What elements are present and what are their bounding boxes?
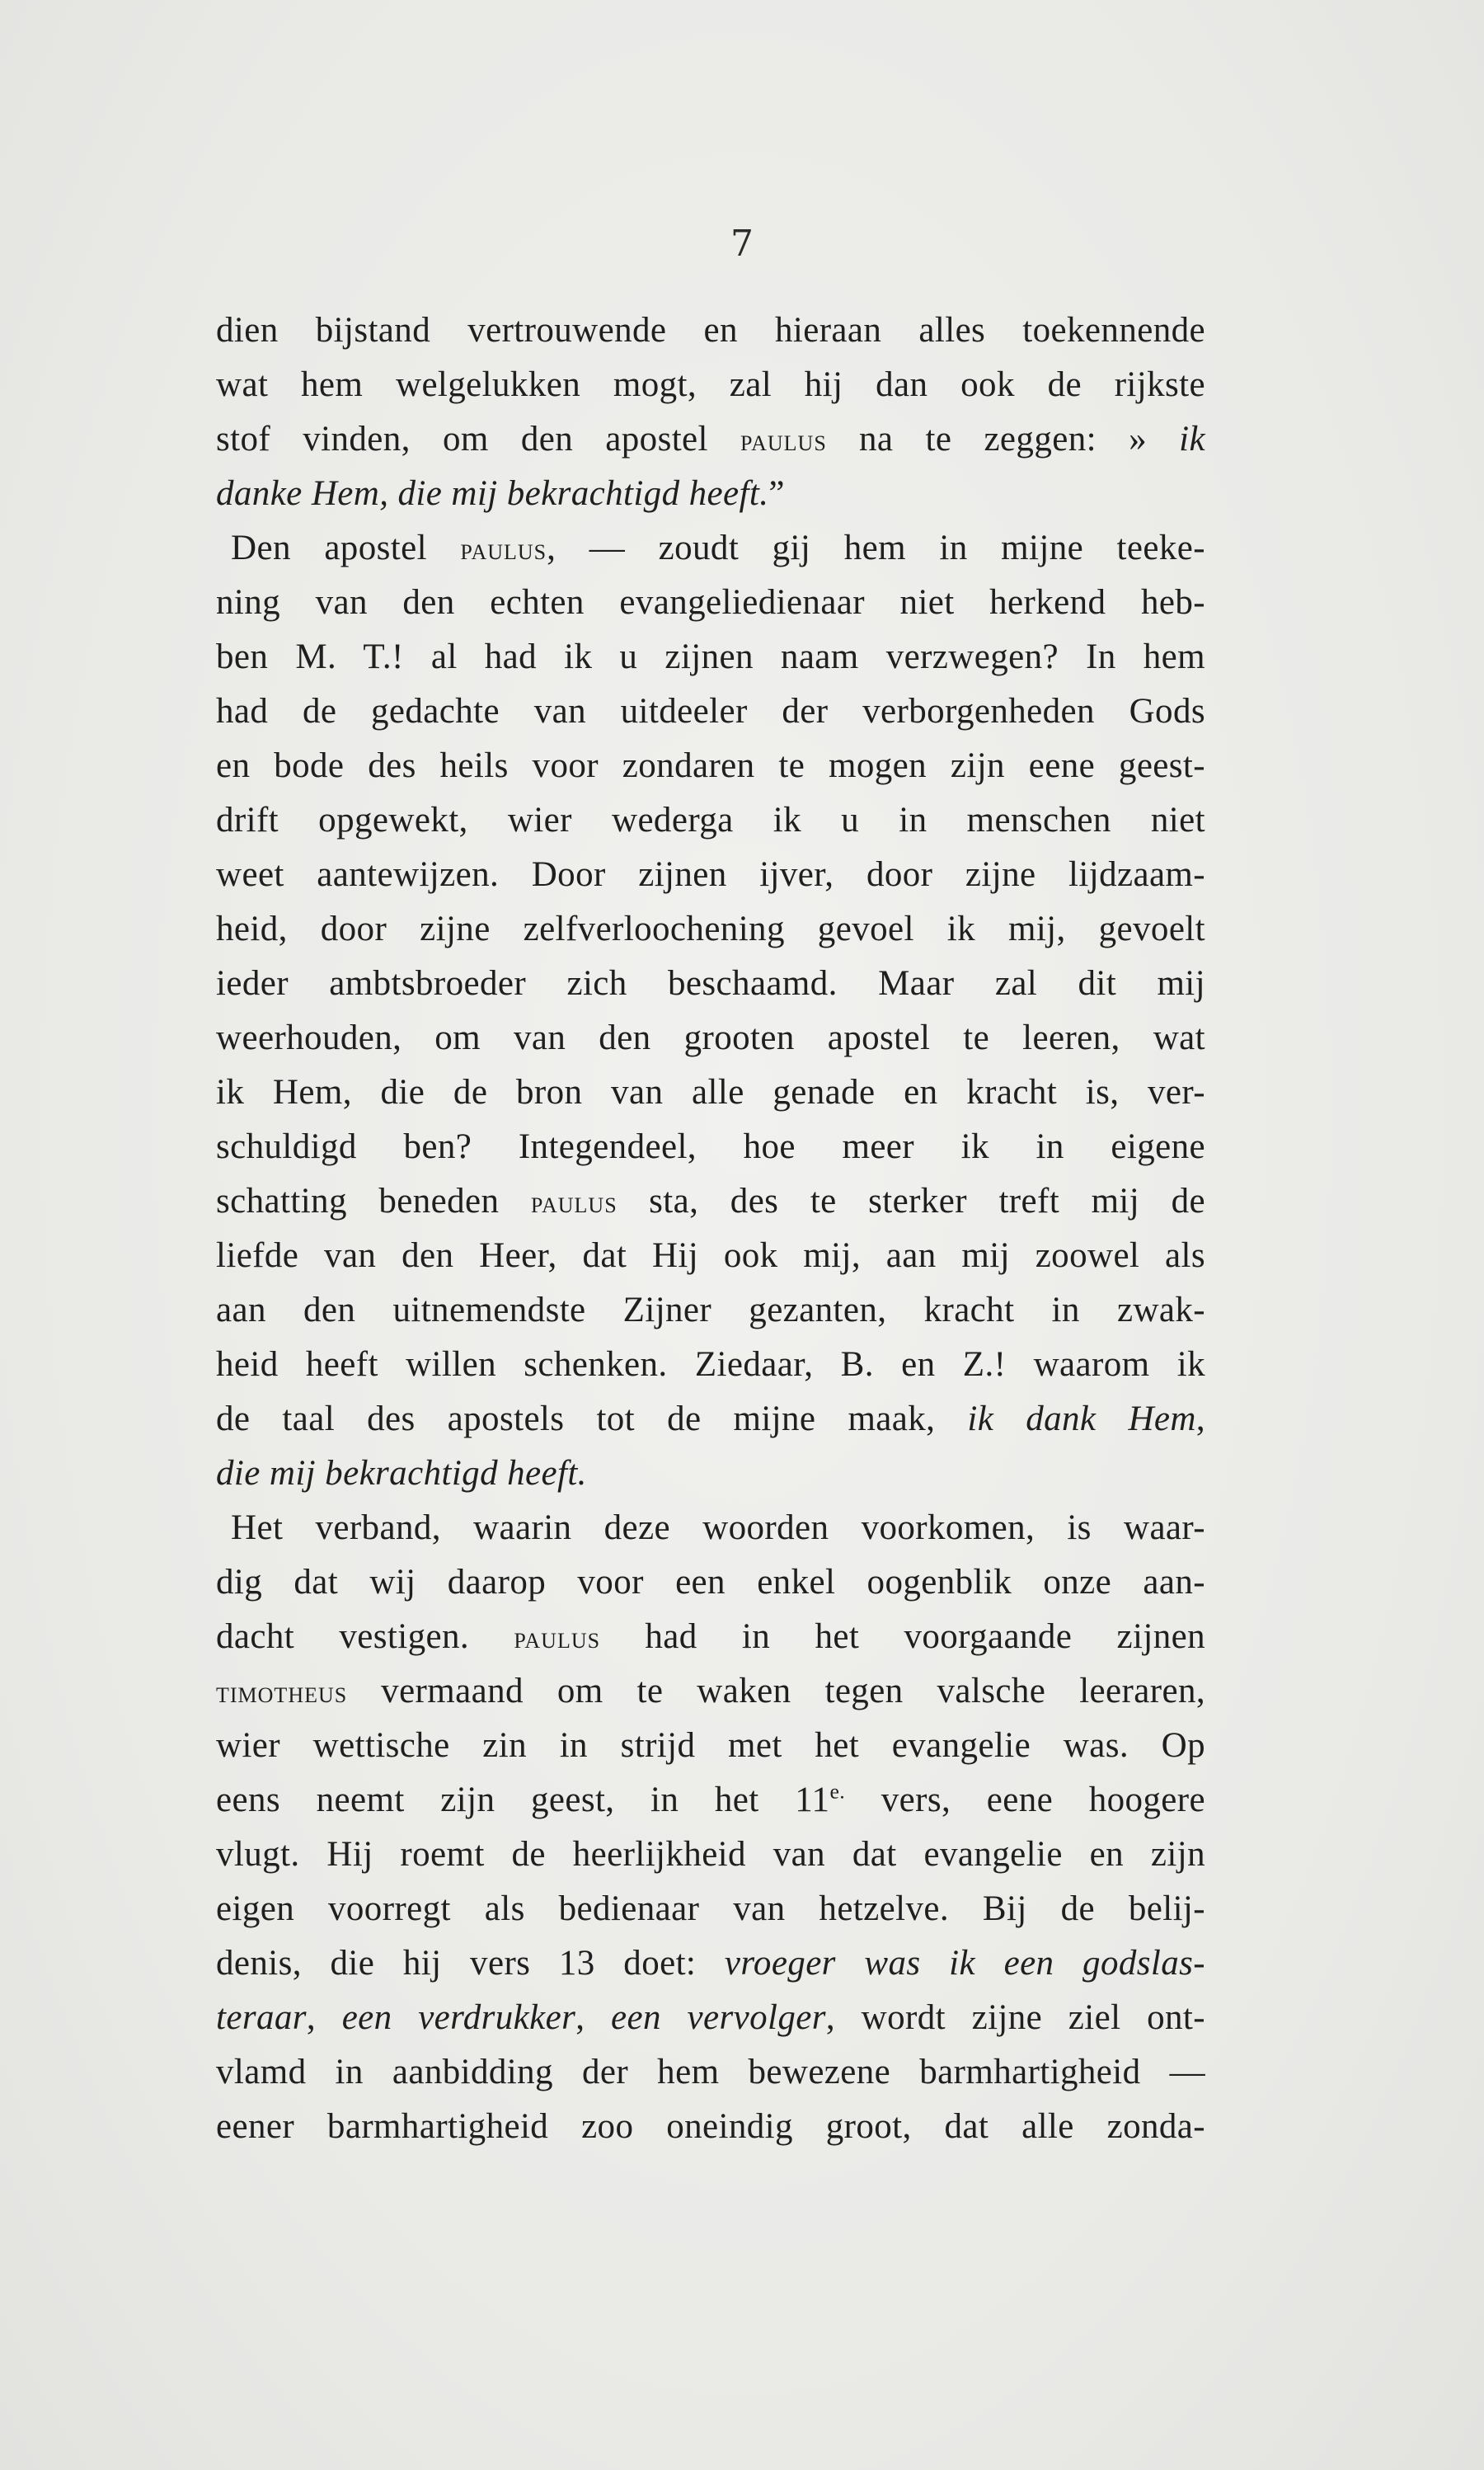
text-line <box>216 1067 1205 1118</box>
text-line <box>216 849 1205 901</box>
text-segment: vlugt. Hij roemt de heerlijkheid van dat evangelie en zijn <box>216 1835 1205 1874</box>
text-segment: aan den uitnemendste Zijner gezanten, kracht in zwak- <box>216 1291 1205 1329</box>
text-line <box>216 577 1205 628</box>
text-segment: wier wettische zin in strijd met het evangelie was. Op <box>216 1726 1205 1765</box>
text-segment: vers, eene hoogere <box>845 1781 1205 1819</box>
text-segment: vroeger was ik een godslas- <box>724 1944 1205 1983</box>
text-segment: had de gedachte van uitdeeler der verborgenheden Gods <box>216 692 1205 731</box>
text-line <box>216 1557 1205 1608</box>
text-line <box>216 632 1205 683</box>
text-segment: timotheus <box>216 1675 348 1709</box>
text-line <box>216 1884 1205 1935</box>
text-segment: dig dat wij daarop voor een enkel oogenblik onze aan- <box>216 1563 1205 1602</box>
text-line <box>216 741 1205 792</box>
text-segment: had in het voorgaande zijnen <box>600 1617 1205 1656</box>
text-segment: paulus <box>530 1185 618 1219</box>
text-line <box>216 523 1205 574</box>
text-segment: vermaand om te waken tegen valsche leeraren, <box>347 1672 1205 1710</box>
text-line <box>216 1938 1205 1989</box>
text-segment: denis, die hij vers 13 doet: <box>216 1944 725 1983</box>
text-line <box>216 1720 1205 1771</box>
text-line <box>216 1829 1205 1880</box>
text-line <box>216 1448 1205 1499</box>
text-segment: heid heeft willen schenken. Ziedaar, B. en Z.! waarom ik <box>216 1345 1205 1384</box>
text-segment: paulus <box>460 532 547 566</box>
text-segment: eener barmhartigheid zoo oneindig groot, dat alle zonda- <box>216 2107 1205 2146</box>
text-segment: ik Hem, die de bron van alle genade en kracht is, ver- <box>216 1073 1205 1112</box>
text-line <box>216 1339 1205 1390</box>
text-segment: ben M. T.! al had ik u zijnen naam verzwegen? In hem <box>216 637 1205 676</box>
text-segment: , — zoudt gij hem in mijne teeke- <box>547 529 1205 567</box>
text-segment: Het verband, waarin deze woorden voorkomen, is waar- <box>231 1508 1205 1547</box>
text-line <box>216 1285 1205 1336</box>
text-segment: , <box>575 1998 612 2037</box>
text-segment: dacht vestigen. <box>216 1617 514 1656</box>
text-segment: ieder ambtsbroeder zich beschaamd. Maar zal dit mij <box>216 964 1205 1003</box>
text-segment: schuldigd ben? Integendeel, hoe meer ik in eigene <box>216 1127 1205 1166</box>
text-line <box>216 1775 1205 1826</box>
text-segment: paulus <box>740 423 827 457</box>
text-line <box>216 360 1205 411</box>
text-segment: heid, door zijne zelfverloochening gevoel ik mij, gevoelt <box>216 910 1205 948</box>
text-segment: vlamd in aanbidding der hem bewezene barmhartigheid — <box>216 2053 1205 2091</box>
text-line <box>216 1611 1205 1663</box>
text-line <box>216 1176 1205 1227</box>
text-line <box>216 904 1205 955</box>
text-segment: drift opgewekt, wier wederga ik u in menschen niet <box>216 801 1205 840</box>
text-segment: een vervolger <box>611 1998 826 2037</box>
text-line <box>216 2101 1205 2152</box>
text-line <box>216 1503 1205 1554</box>
text-line <box>216 468 1205 520</box>
text-line <box>216 795 1205 846</box>
text-segment: die mij bekrachtigd heeft. <box>216 1454 587 1493</box>
text-line <box>216 1013 1205 1064</box>
text-segment: wat hem welgelukken mogt, zal hij dan ook de rijkste <box>216 365 1205 404</box>
text-segment: ik dank Hem <box>967 1400 1196 1438</box>
text-line <box>216 1666 1205 1717</box>
text-segment: teraar <box>216 1998 307 2037</box>
text-segment: ning van den echten evangeliedienaar niet herkend heb- <box>216 583 1205 622</box>
text-line <box>216 686 1205 737</box>
text-line <box>216 1992 1205 2044</box>
text-line <box>216 2047 1205 2098</box>
text-segment: , wordt zijne ziel ont- <box>825 1998 1205 2037</box>
text-segment: weerhouden, om van den grooten apostel te leeren, wat <box>216 1019 1205 1057</box>
text-segment: , <box>1195 1400 1205 1438</box>
text-line <box>216 958 1205 1009</box>
text-segment: de taal des apostels tot de mijne maak, <box>216 1400 968 1438</box>
text-segment: weet aantewijzen. Door zijnen ijver, door zijne lijdzaam- <box>216 855 1205 894</box>
text-line <box>216 1230 1205 1282</box>
text-segment: eens neemt zijn geest, in het 11 <box>216 1781 830 1819</box>
text-segment: paulus <box>514 1621 601 1654</box>
text-segment: een verdrukker <box>341 1998 576 2037</box>
text-line <box>216 1122 1205 1173</box>
text-segment: stof vinden, om den apostel <box>216 420 741 459</box>
text-segment: danke Hem, die mij bekrachtigd heeft. <box>216 474 769 513</box>
text-segment: na te zeggen: » <box>826 420 1180 459</box>
text-segment: Den apostel <box>231 529 461 567</box>
text-line <box>216 414 1205 465</box>
text-segment: schatting beneden <box>216 1182 531 1221</box>
text-segment: ik <box>1179 420 1205 459</box>
text-line <box>216 1394 1205 1445</box>
page-number: 7 <box>730 223 754 265</box>
text-segment: en bode des heils voor zondaren te mogen zijn eene geest- <box>216 746 1205 785</box>
text-segment: ” <box>768 474 785 513</box>
text-segment: sta, des te sterker treft mij de <box>617 1182 1206 1221</box>
text-segment: e. <box>829 1779 846 1804</box>
text-segment: eigen voorregt als bedienaar van hetzelve. Bij de belij- <box>216 1889 1205 1928</box>
text-segment: dien bijstand vertrouwende en hieraan alles toekennende <box>216 311 1205 350</box>
text-segment: liefde van den Heer, dat Hij ook mij, aan mij zoowel als <box>216 1236 1205 1275</box>
text-segment: , <box>306 1998 342 2037</box>
text-line <box>216 305 1205 356</box>
